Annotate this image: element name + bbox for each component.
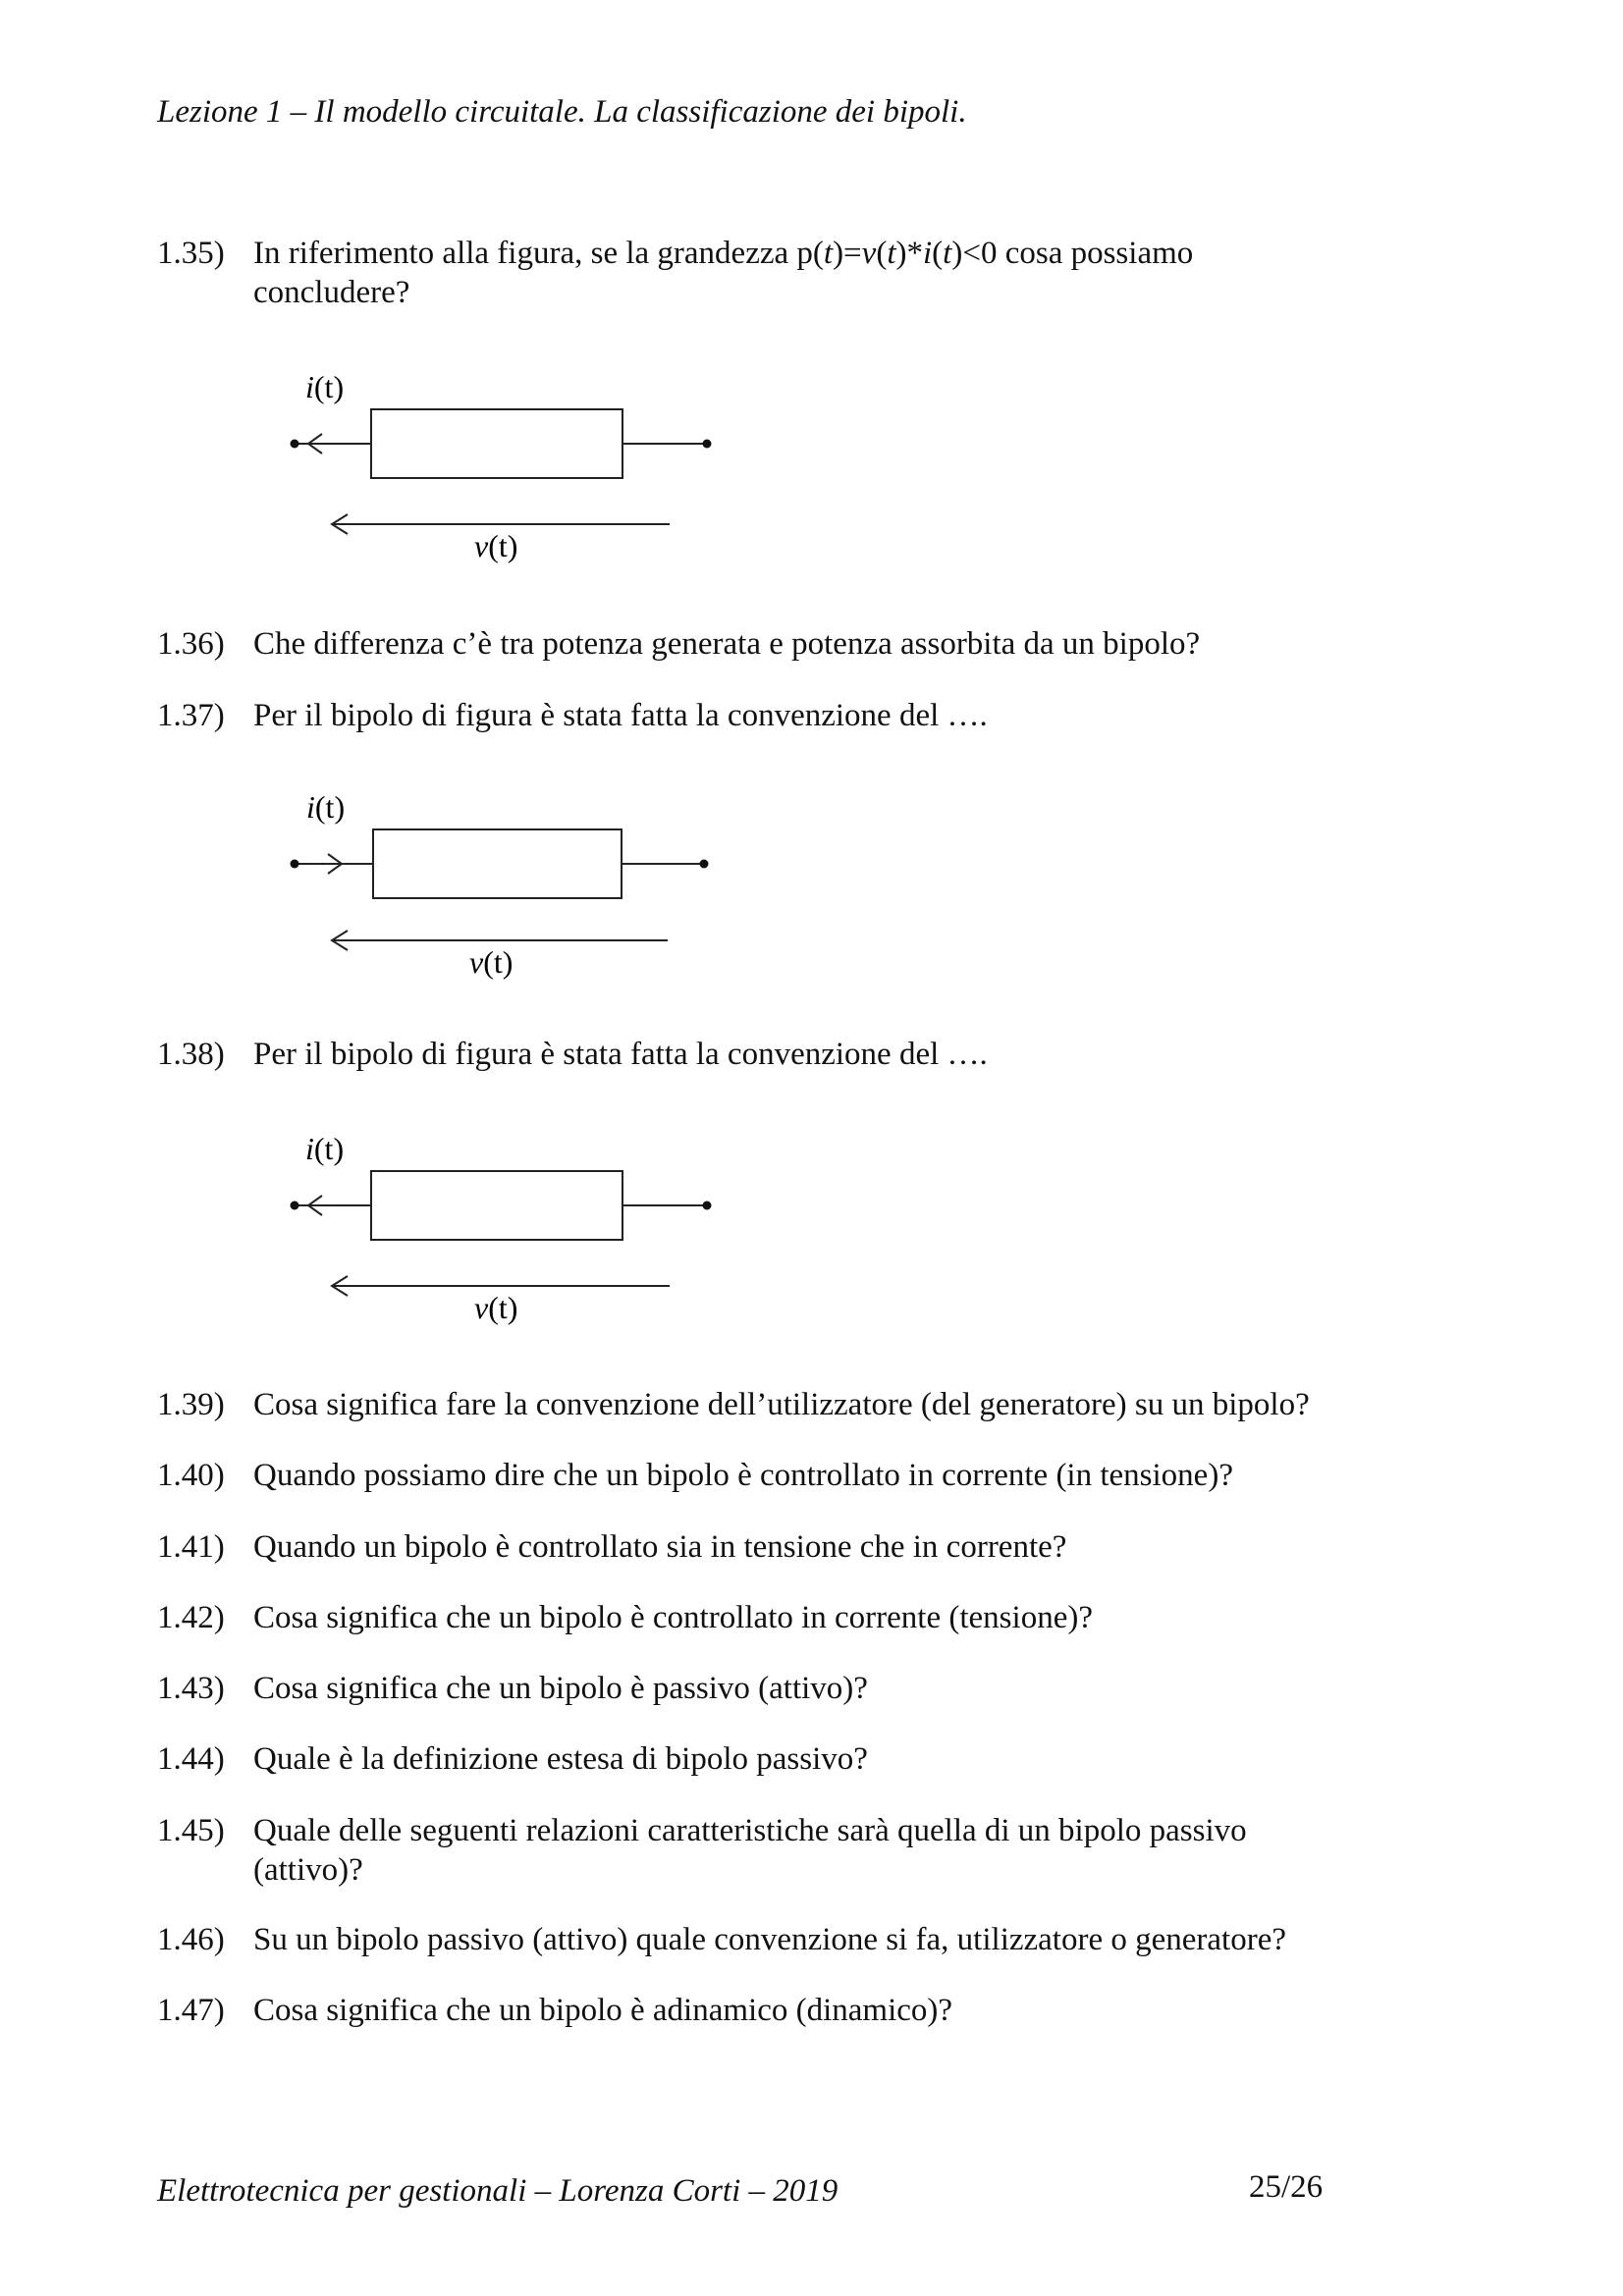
question-number: 1.46) — [157, 1922, 225, 1957]
bipole-figure-2 — [285, 781, 736, 992]
question-text: Che differenza c’è tra potenza generata e potenza assorbita da un bipolo? — [253, 626, 1201, 662]
voltage-label: v(t) — [469, 944, 514, 980]
question-text — [253, 1811, 1330, 1890]
question-number: 1.40) — [157, 1458, 225, 1493]
question-text: Per il bipolo di figura è stata fatta la convenzione del …. — [253, 1037, 988, 1072]
right-terminal — [703, 1201, 712, 1210]
question-number: 1.36) — [157, 626, 225, 662]
question-text: Cosa significa che un bipolo è passivo (attivo)? — [253, 1671, 868, 1706]
question-number: 1.37) — [157, 698, 225, 733]
question-1-46 — [157, 1920, 1330, 1959]
question-number: 1.47) — [157, 1993, 225, 2028]
question-text-line2: concludere? — [253, 275, 410, 310]
question-1-38 — [157, 1035, 1330, 1074]
current-label: i(t) — [305, 1131, 345, 1166]
question-text-line2: (attivo)? — [253, 1852, 363, 1888]
left-terminal — [291, 1201, 299, 1210]
right-terminal — [703, 440, 712, 449]
question-text-line1: Quale delle seguenti relazioni caratteristiche sarà quella di un bipolo passivo — [253, 1813, 1247, 1848]
question-1-45 — [157, 1811, 1330, 1890]
question-text: Per il bipolo di figura è stata fatta la convenzione del …. — [253, 698, 988, 733]
left-terminal — [291, 860, 299, 869]
question-number: 1.45) — [157, 1813, 225, 1848]
question-1-41 — [157, 1527, 1330, 1567]
page-footer: Elettrotecnica per gestionali – Lorenza Corti – 2019 — [157, 2173, 839, 2209]
bipole-box — [373, 829, 622, 898]
bipole-box — [371, 1171, 622, 1240]
question-text: Quando possiamo dire che un bipolo è controllato in corrente (in tensione)? — [253, 1458, 1233, 1493]
current-label: i(t) — [305, 369, 345, 404]
page-header: Lezione 1 – Il modello circuitale. La classificazione dei bipoli. — [157, 94, 967, 130]
question-1-36 — [157, 624, 1330, 664]
question-1-42 — [157, 1598, 1330, 1637]
voltage-label: v(t) — [474, 528, 518, 563]
question-1-35 — [157, 234, 1330, 312]
question-number: 1.43) — [157, 1671, 225, 1706]
question-text: Quale è la definizione estesa di bipolo passivo? — [253, 1741, 868, 1777]
question-text — [253, 234, 1330, 312]
question-1-47 — [157, 1991, 1330, 2030]
question-number: 1.41) — [157, 1529, 225, 1565]
question-1-39 — [157, 1385, 1330, 1424]
question-1-40 — [157, 1456, 1330, 1495]
question-text: Quando un bipolo è controllato sia in tensione che in corrente? — [253, 1529, 1067, 1565]
bipole-figure-1 — [285, 361, 736, 572]
bipole-box — [371, 409, 622, 478]
current-label: i(t) — [306, 789, 346, 825]
page-number: 25/26 — [1249, 2169, 1324, 2205]
question-number: 1.44) — [157, 1741, 225, 1777]
question-number: 1.39) — [157, 1387, 225, 1422]
question-text: Cosa significa fare la convenzione dell’utilizzatore (del generatore) su un bipolo? — [253, 1387, 1310, 1422]
left-terminal — [291, 440, 299, 449]
question-1-37 — [157, 696, 1330, 735]
voltage-label: v(t) — [474, 1290, 518, 1325]
question-text: Cosa significa che un bipolo è adinamico (dinamico)? — [253, 1993, 953, 2028]
question-number: 1.42) — [157, 1600, 225, 1635]
question-number: 1.38) — [157, 1037, 225, 1072]
question-1-44 — [157, 1739, 1330, 1779]
bipole-figure-3 — [285, 1123, 736, 1334]
question-number: 1.35) — [157, 236, 225, 271]
question-text: Cosa significa che un bipolo è controllato in corrente (tensione)? — [253, 1600, 1093, 1635]
right-terminal — [700, 860, 709, 869]
question-text-line1: In riferimento alla figura, se la grandezza p(t)=v(t)*i(t)<0 cosa possiamo — [253, 236, 1194, 271]
question-1-43 — [157, 1669, 1330, 1708]
question-text: Su un bipolo passivo (attivo) quale convenzione si fa, utilizzatore o generatore? — [253, 1922, 1286, 1957]
